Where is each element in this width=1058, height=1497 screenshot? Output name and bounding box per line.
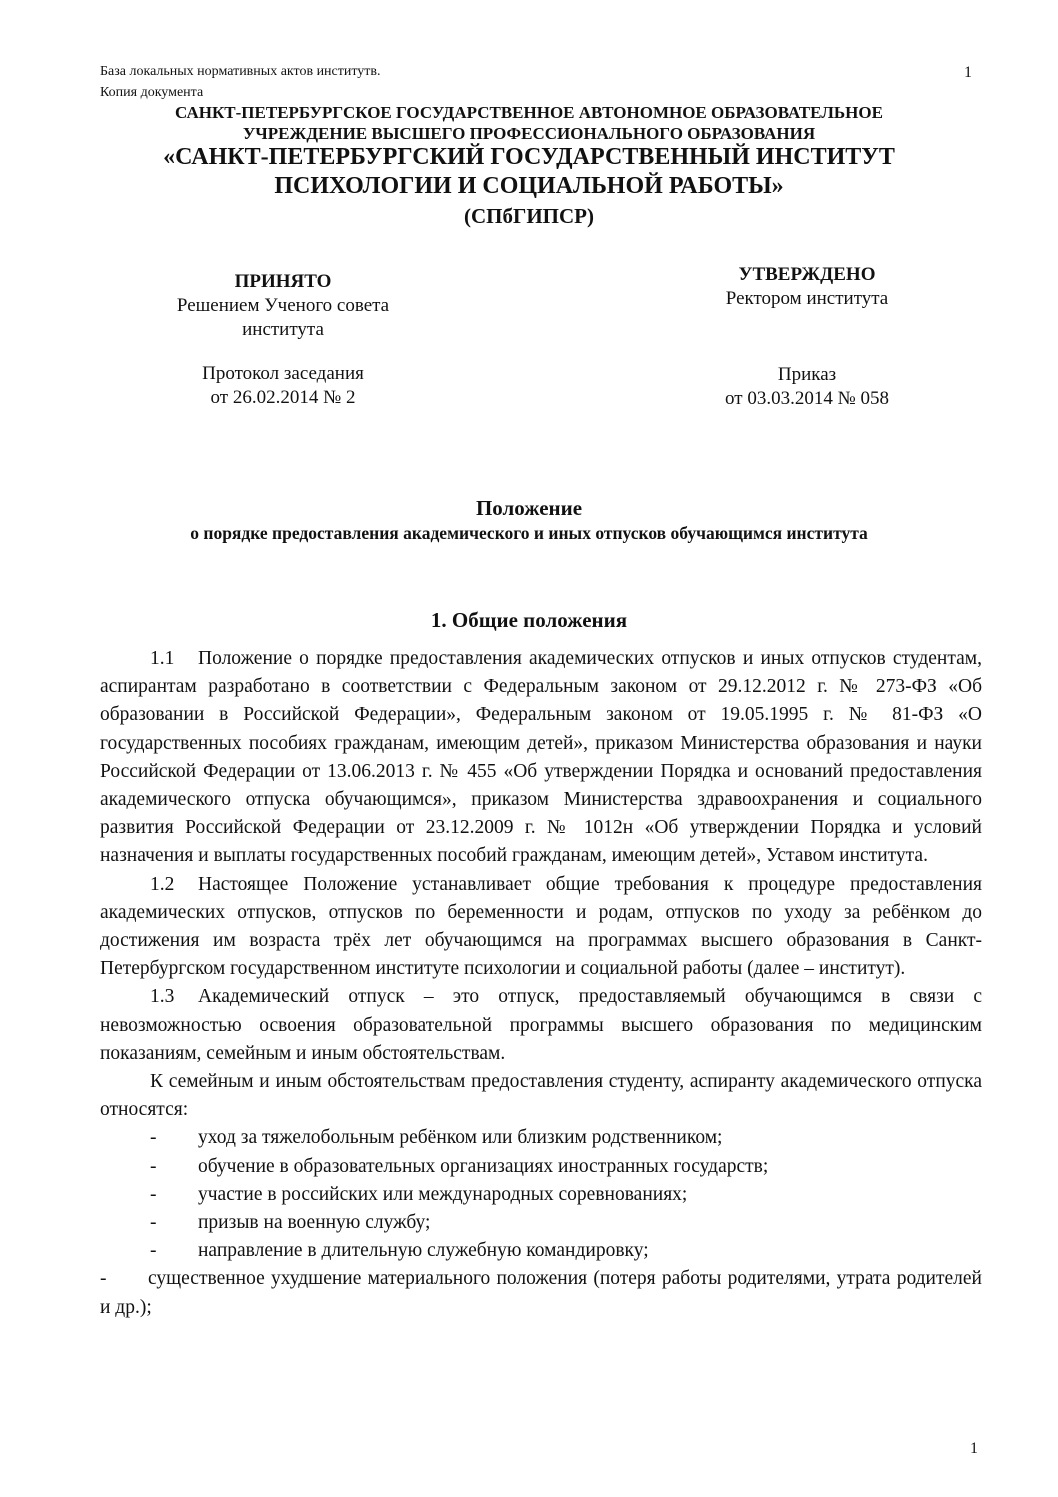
approved-title: УТВЕРЖДЕНО [738, 264, 876, 285]
clause-number: 1.2 [150, 873, 175, 895]
list-item-text: существенное ухудшение материального положения (потеря работы родителями, утрата родителей и др.); [100, 1268, 982, 1318]
dash-bullet: - [150, 1155, 157, 1177]
institution-name: ПСИХОЛОГИИ И СОЦИАЛЬНОЙ РАБОТЫ» [274, 173, 784, 199]
accepted-title: ПРИНЯТО [234, 271, 332, 292]
document-title: Положение [475, 496, 583, 520]
header-line: Копия документа [100, 85, 204, 100]
paragraph-text: Настоящее Положение устанавливает общие требования к процедуре предоставления академических отпусков, отпусков по беременности и родам, отпусков по уходу за ребёнком до достижения им возраста трёх лет обучающимся на программах высшего образования в Санкт-Петербургском государственном институте психологии и социальной работы (далее – институт). [100, 873, 982, 980]
list-item-text: обучение в образовательных организациях иностранных государств; [198, 1155, 769, 1177]
list-item [100, 1181, 982, 1209]
header-line: База локальных нормативных актов институтв. [100, 64, 381, 79]
institution-line: УЧРЕЖДЕНИЕ ВЫСШЕГО ПРОФЕССИОНАЛЬНОГО ОБРАЗОВАНИЯ [242, 124, 816, 143]
list-item-text: призыв на военную службу; [198, 1212, 431, 1234]
approved-block [627, 263, 987, 411]
clause-number: 1.3 [150, 986, 175, 1008]
dash-bullet: - [150, 1240, 157, 1262]
accepted-line: Решением Ученого совета [176, 295, 390, 316]
accepted-line: от 26.02.2014 № 2 [210, 387, 356, 408]
accepted-block [103, 270, 463, 410]
paragraph-text: Академический отпуск – это отпуск, предоставляемый обучающимся в связи с невозможностью освоения образовательной программы высшего образования по медицинским показаниям, семейным и иным обстоятельствам. [100, 986, 982, 1064]
dash-bullet: - [100, 1268, 107, 1290]
institution-name: «САНКТ-ПЕТЕРБУРГСКИЙ ГОСУДАРСТВЕННЫЙ ИНСТИТУТ [163, 144, 895, 170]
page-number-top: 1 [964, 64, 972, 81]
list-item-text: направление в длительную служебную командировку; [198, 1240, 649, 1262]
page-number-bottom: 1 [970, 1440, 978, 1457]
document-subtitle: о порядке предоставления академического и иных отпусков обучающимся института [190, 523, 868, 543]
list-item-text: участие в российских или международных соревнованиях; [198, 1183, 688, 1205]
paragraph-text: Положение о порядке предоставления академических отпусков и иных отпусков студентам, аспирантам разработано в соответствии с Федеральным законом от 29.12.2012 г. № 273-ФЗ «Об образовании в Российской Федерации», Федеральным законом от 19.05.1995 г. № 81-ФЗ «О государственных пособиях гражданам, имеющим детей», приказом Министерства образования и науки Российской Федерации от 13.06.2013 г. № 455 «Об утверждении Порядка и оснований предоставления академического отпуска обучающимся», приказом Министерства здравоохранения и социального развития Российской Федерации от 23.12.2009 г. № 1012н «Об утверждении Порядка и условий назначения и выплаты государственных пособий гражданам, имеющим детей», Уставом института. [100, 648, 982, 867]
list-item [100, 1237, 982, 1265]
paragraph-1-1 [100, 645, 982, 871]
dash-bullet: - [150, 1212, 157, 1234]
approved-line: Ректором института [725, 288, 889, 309]
list-item [100, 1124, 982, 1152]
paragraph-circumstances: К семейным и иным обстоятельствам предоставления студенту, аспиранту академического отпуска относятся: [100, 1071, 982, 1121]
list-item [100, 1153, 982, 1181]
paragraph-1-2 [100, 871, 982, 984]
institution-line: САНКТ-ПЕТЕРБУРГСКОЕ ГОСУДАРСТВЕННОЕ АВТОНОМНОЕ ОБРАЗОВАТЕЛЬНОЕ [175, 103, 883, 122]
accepted-line: Протокол заседания [202, 363, 364, 384]
list-item-text: уход за тяжелобольным ребёнком или близким родственником; [198, 1127, 723, 1149]
section-body [100, 645, 982, 1322]
paragraph-1-3 [100, 983, 982, 1068]
approved-line: Приказ [777, 364, 837, 385]
list-item [100, 1209, 982, 1237]
list-item [100, 1265, 982, 1321]
accepted-line: института [242, 319, 324, 340]
dash-bullet: - [150, 1183, 157, 1205]
clause-number: 1.1 [150, 648, 175, 669]
approved-line: от 03.03.2014 № 058 [725, 388, 889, 409]
section-title: 1. Общие положения [430, 608, 628, 632]
dash-bullet: - [150, 1127, 157, 1149]
institution-abbr: (СПбГИПСР) [463, 204, 594, 228]
